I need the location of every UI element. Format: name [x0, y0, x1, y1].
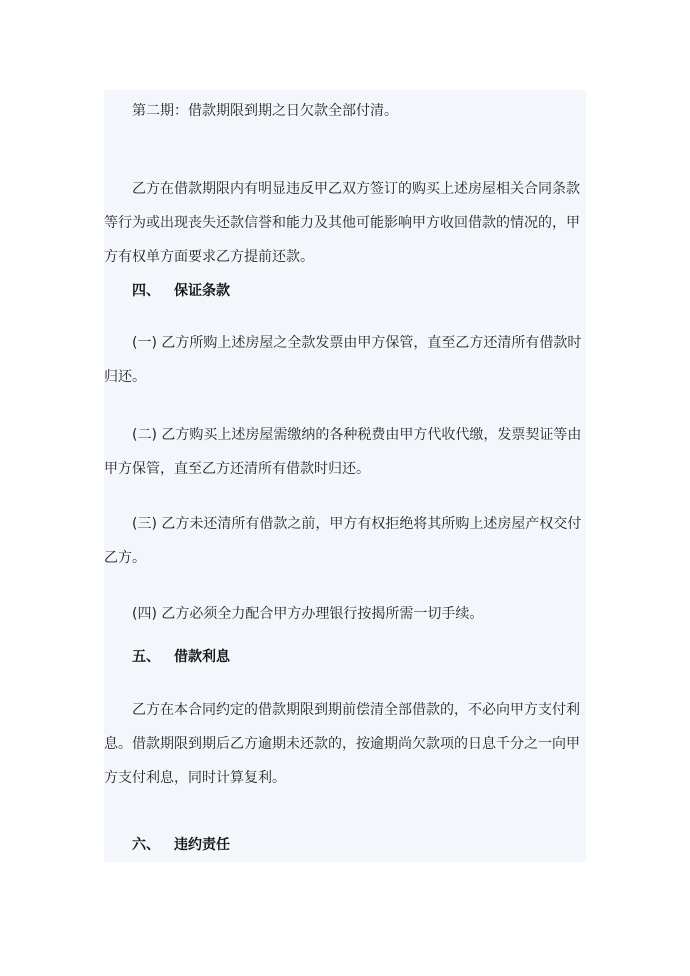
document-page [104, 90, 586, 862]
text-line: 等行为或出现丧失还款信誉和能力及其他可能影响甲方收回借款的情况的，甲 [104, 215, 580, 231]
text-line: 归还。 [104, 369, 146, 385]
section-title: 保证条款 [174, 283, 230, 299]
section-number: 六、 [132, 837, 160, 853]
clause-guarantee-4 [104, 597, 586, 631]
paragraph-second-installment [104, 94, 586, 128]
text-line: 方有权单方面要求乙方提前还款。 [104, 249, 314, 265]
section-title: 违约责任 [174, 837, 230, 853]
text-line: (四) 乙方必须全力配合甲方办理银行按揭所需一切手续。 [132, 606, 484, 622]
text-line: 乙方。 [104, 550, 146, 566]
text-line: (一) 乙方所购上述房屋之全款发票由甲方保管，直至乙方还清所有借款时 [132, 335, 582, 351]
section-heading-loan-interest [132, 640, 230, 674]
section-number: 五、 [132, 649, 160, 665]
section-title: 借款利息 [174, 649, 230, 665]
section-heading-guarantee-terms [132, 274, 230, 308]
text-line: (三) 乙方未还清所有借款之前，甲方有权拒绝将其所购上述房屋产权交付 [132, 516, 582, 532]
clause-interest [104, 693, 586, 795]
section-number: 四、 [132, 283, 160, 299]
section-heading-breach-liability [132, 828, 230, 862]
text-line: 乙方在本合同约定的借款期限到期前偿清全部借款的，不必向甲方支付利 [132, 702, 580, 718]
text-line: 乙方在借款期限内有明显违反甲乙双方签订的购买上述房屋相关合同条款 [132, 181, 580, 197]
clause-guarantee-1 [104, 326, 586, 394]
clause-guarantee-3 [104, 507, 586, 575]
text-line: 第二期：借款期限到期之日欠款全部付清。 [132, 103, 398, 119]
text-line: 甲方保管，直至乙方还清所有借款时归还。 [104, 461, 370, 477]
text-line: 息。借款期限到期后乙方逾期未还款的，按逾期尚欠款项的日息千分之一向甲 [104, 736, 580, 752]
text-line: (二) 乙方购买上述房屋需缴纳的各种税费由甲方代收代缴，发票契证等由 [132, 427, 582, 443]
text-line: 方支付利息，同时计算复利。 [104, 770, 286, 786]
paragraph-early-repayment [104, 172, 586, 274]
clause-guarantee-2 [104, 418, 586, 486]
